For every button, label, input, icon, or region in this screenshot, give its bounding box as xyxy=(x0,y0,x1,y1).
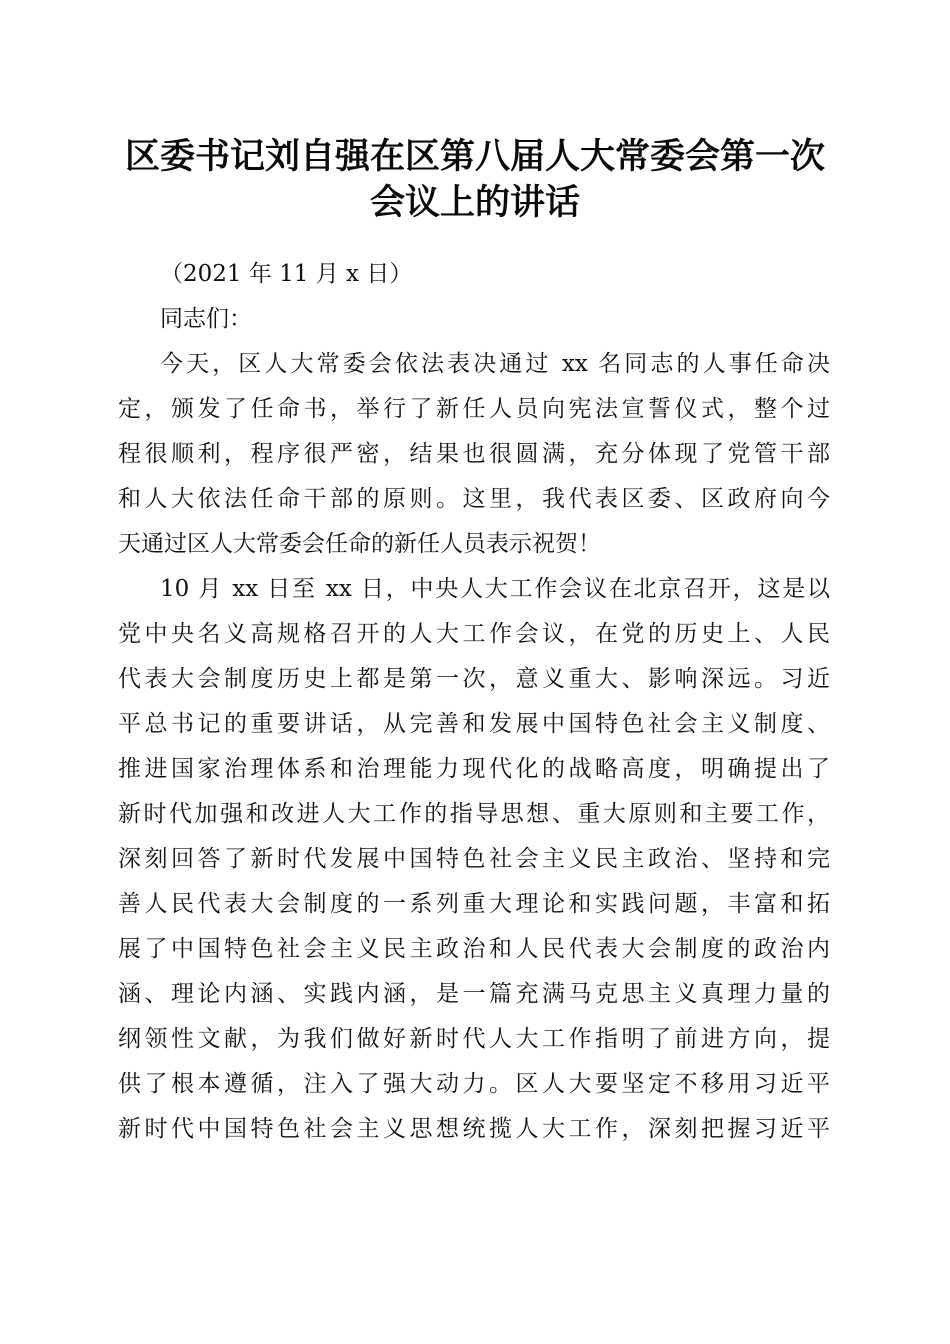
paragraph-line: 深刻回答了新时代发展中国特色社会主义民主政治、坚持和完 xyxy=(118,846,830,872)
paragraph-line: 供了根本遵循，注入了强大动力。区人大要坚定不移用习近平 xyxy=(118,1071,830,1097)
paragraph-line: 天通过区人大常委会任命的新任人员表示祝贺！ xyxy=(118,531,601,557)
paragraph-line: 新时代中国特色社会主义思想统揽人大工作，深刻把握习近平 xyxy=(118,1116,830,1142)
paragraph-line: 纲领性文献，为我们做好新时代人大工作指明了前进方向，提 xyxy=(118,1026,830,1052)
paragraph-line: 推进国家治理体系和治理能力现代化的战略高度，明确提出了 xyxy=(118,756,830,782)
paragraph-line: 善人民代表大会制度的一系列重大理论和实践问题，丰富和拓 xyxy=(118,891,830,917)
date-line: （2021 年 11 月 x 日） xyxy=(160,261,413,287)
paragraph-line: 程很顺利，程序很严密，结果也很圆满，充分体现了党管干部 xyxy=(118,441,830,467)
document-title xyxy=(100,134,850,226)
title-line-2: 会议上的讲话 xyxy=(369,182,580,223)
paragraph-line: 展了中国特色社会主义民主政治和人民代表大会制度的政治内 xyxy=(118,936,830,962)
paragraph-line: 今天，区人大常委会依法表决通过 xx 名同志的人事任命决 xyxy=(160,351,830,377)
paragraph-line: 代表大会制度历史上都是第一次，意义重大、影响深远。习近 xyxy=(118,666,830,692)
salutation: 同志们： xyxy=(160,306,252,332)
paragraph-2 xyxy=(118,567,830,1152)
paragraph-line: 定，颁发了任命书，举行了新任人员向宪法宣誓仪式，整个过 xyxy=(118,396,830,422)
paragraph-line: 新时代加强和改进人大工作的指导思想、重大原则和主要工作， xyxy=(118,801,830,827)
paragraph-line: 和人大依法任命干部的原则。这里，我代表区委、区政府向今 xyxy=(118,486,830,512)
document-body xyxy=(118,252,830,1152)
paragraph-line: 10 月 xx 日至 xx 日，中央人大工作会议在北京召开，这是以 xyxy=(160,576,830,602)
paragraph-line: 平总书记的重要讲话，从完善和发展中国特色社会主义制度、 xyxy=(118,711,830,737)
paragraph-line: 党中央名义高规格召开的人大工作会议，在党的历史上、人民 xyxy=(118,621,830,647)
title-line-1: 区委书记刘自强在区第八届人大常委会第一次 xyxy=(124,136,825,177)
paragraph-1 xyxy=(118,342,830,567)
paragraph-line: 涵、理论内涵、实践内涵，是一篇充满马克思主义真理力量的 xyxy=(118,981,830,1007)
